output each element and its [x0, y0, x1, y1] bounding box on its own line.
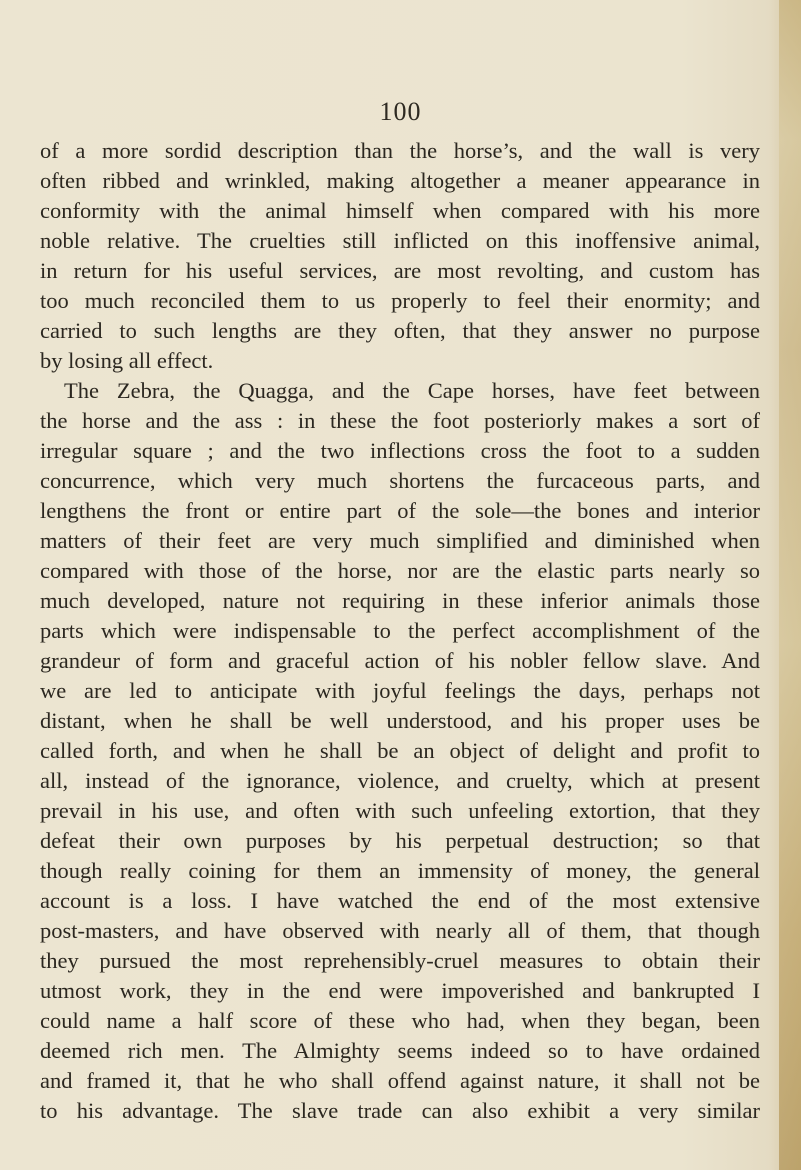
text-line: defeat their own purposes by his perpetual destruction; so that: [40, 828, 760, 853]
text-line: much developed, nature not requiring in these inferior animals those: [40, 588, 760, 613]
text-line: carried to such lengths are they often, that they answer no purpose: [40, 318, 760, 343]
page-edge-stain: [779, 0, 801, 1170]
text-line: compared with those of the horse, nor are the elastic parts nearly so: [40, 558, 760, 583]
text-line: often ribbed and wrinkled, making altogether a meaner appearance in: [40, 168, 760, 193]
text-line: by losing all effect.: [40, 348, 214, 373]
text-line: utmost work, they in the end were impoverished and bankrupted I: [40, 978, 760, 1003]
text-line: called forth, and when he shall be an object of delight and profit to: [40, 738, 760, 763]
body-text: [40, 136, 760, 1126]
text-line: of a more sordid description than the horse’s, and the wall is very: [40, 138, 760, 163]
text-line: they pursued the most reprehensibly-cruel measures to obtain their: [40, 948, 760, 973]
text-line: matters of their feet are very much simplified and diminished when: [40, 528, 760, 553]
text-line: all, instead of the ignorance, violence, and cruelty, which at present: [40, 768, 760, 793]
page-number: 100: [379, 97, 422, 126]
text-line: concurrence, which very much shortens the furcaceous parts, and: [40, 468, 760, 493]
text-line: deemed rich men. The Almighty seems indeed so to have ordained: [40, 1038, 760, 1063]
text-line: in return for his useful services, are most revolting, and custom has: [40, 258, 760, 283]
text-line: parts which were indispensable to the perfect accomplishment of the: [40, 618, 760, 643]
text-line: account is a loss. I have watched the end of the most extensive: [40, 888, 760, 913]
text-line: conformity with the animal himself when compared with his more: [40, 198, 760, 223]
text-line: noble relative. The cruelties still inflicted on this inoffensive animal,: [40, 228, 760, 253]
text-line: we are led to anticipate with joyful feelings the days, perhaps not: [40, 678, 760, 703]
text-line: lengthens the front or entire part of the sole—the bones and interior: [40, 498, 760, 523]
text-line: prevail in his use, and often with such unfeeling extortion, that they: [40, 798, 760, 823]
text-line: to his advantage. The slave trade can also exhibit a very similar: [40, 1098, 760, 1123]
text-line: grandeur of form and graceful action of his nobler fellow slave. And: [40, 648, 760, 673]
text-line: though really coining for them an immensity of money, the general: [40, 858, 760, 883]
text-line: post-masters, and have observed with nearly all of them, that though: [40, 918, 760, 943]
text-line: distant, when he shall be well understood, and his proper uses be: [40, 708, 760, 733]
text-line: too much reconciled them to us properly to feel their enormity; and: [40, 288, 760, 313]
paragraph-start-line: The Zebra, the Quagga, and the Cape horses, have feet between: [64, 378, 760, 403]
text-line: the horse and the ass : in these the foot posteriorly makes a sort of: [40, 408, 760, 433]
text-line: and framed it, that he who shall offend against nature, it shall not be: [40, 1068, 760, 1093]
text-line: could name a half score of these who had, when they began, been: [40, 1008, 760, 1033]
text-line: irregular square ; and the two inflections cross the foot to a sudden: [40, 438, 760, 463]
